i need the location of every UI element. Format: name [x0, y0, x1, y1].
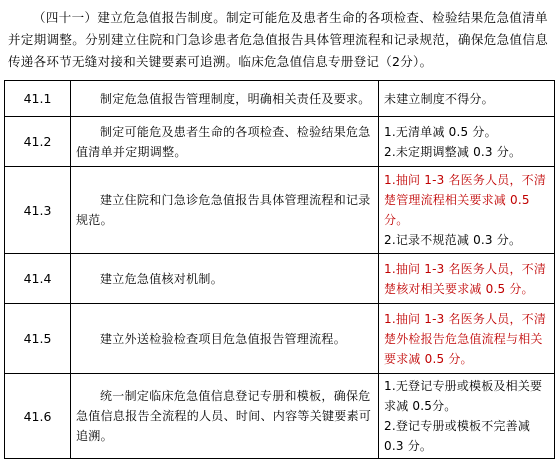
item-number: 41.6 — [5, 374, 71, 459]
item-requirement: 制定危急值报告管理制度，明确相关责任及要求。 — [71, 81, 379, 117]
standard-line: 1.无登记专册或模板及相关要求减 0.5分。 — [384, 379, 543, 413]
item-requirement: 制定可能危及患者生命的各项检查、检验结果危急值清单并定期调整。 — [71, 117, 379, 167]
standard-line: 1.抽问 1-3 名医务人员，不清楚管理流程相关要求减 0.5 分。 — [384, 173, 547, 227]
standard-line: 2.记录不规范减 0.3 分。 — [384, 233, 522, 247]
item-number: 41.5 — [5, 304, 71, 374]
item-requirement: 建立外送检验检查项目危急值报告管理流程。 — [71, 304, 379, 374]
table-row — [5, 304, 555, 374]
standard-line: 未建立制度不得分。 — [384, 91, 494, 106]
item-requirement: 建立危急值核对机制。 — [71, 254, 379, 304]
standard-line: 1.抽问 1-3 名医务人员，不清楚外检报告危急值流程与相关要求减 0.5 分。 — [384, 311, 547, 366]
standard-line: 2.登记专册或模板不完善减 0.3 分。 — [384, 419, 531, 453]
item-standard — [379, 81, 555, 117]
table-row — [5, 167, 555, 254]
standard-line: 2.未定期调整减 0.3 分。 — [384, 144, 522, 159]
criteria-table — [4, 80, 555, 459]
item-standard — [379, 374, 555, 459]
table-row — [5, 254, 555, 304]
section-intro: （四十一）建立危急值报告制度。制定可能危及患者生命的各项检查、检验结果危急值清单并定期调整。分别建立住院和门急诊患者危急值报告具体管理流程和记录规范，确保危急值信息传递各环节无缝对接和关键要素可追溯。临床危急值信息专册登记（2分）。 — [8, 10, 548, 69]
item-standard — [379, 167, 555, 254]
item-standard — [379, 304, 555, 374]
item-standard — [379, 117, 555, 167]
item-number: 41.1 — [5, 81, 71, 117]
item-standard — [379, 254, 555, 304]
item-number: 41.3 — [5, 167, 71, 254]
table-row — [5, 81, 555, 117]
item-requirement: 建立住院和门急诊危急值报告具体管理流程和记录规范。 — [71, 167, 379, 254]
item-requirement: 统一制定临床危急值信息登记专册和模板，确保危急值信息报告全流程的人员、时间、内容等关键要素可追溯。 — [71, 374, 379, 459]
item-number: 41.2 — [5, 117, 71, 167]
standard-line: 1.无清单减 0.5 分。 — [384, 124, 497, 139]
table-row — [5, 374, 555, 459]
item-number: 41.4 — [5, 254, 71, 304]
table-row — [5, 117, 555, 167]
standard-line: 1.抽问 1-3 名医务人员，不清楚核对相关要求减 0.5 分。 — [384, 261, 547, 296]
